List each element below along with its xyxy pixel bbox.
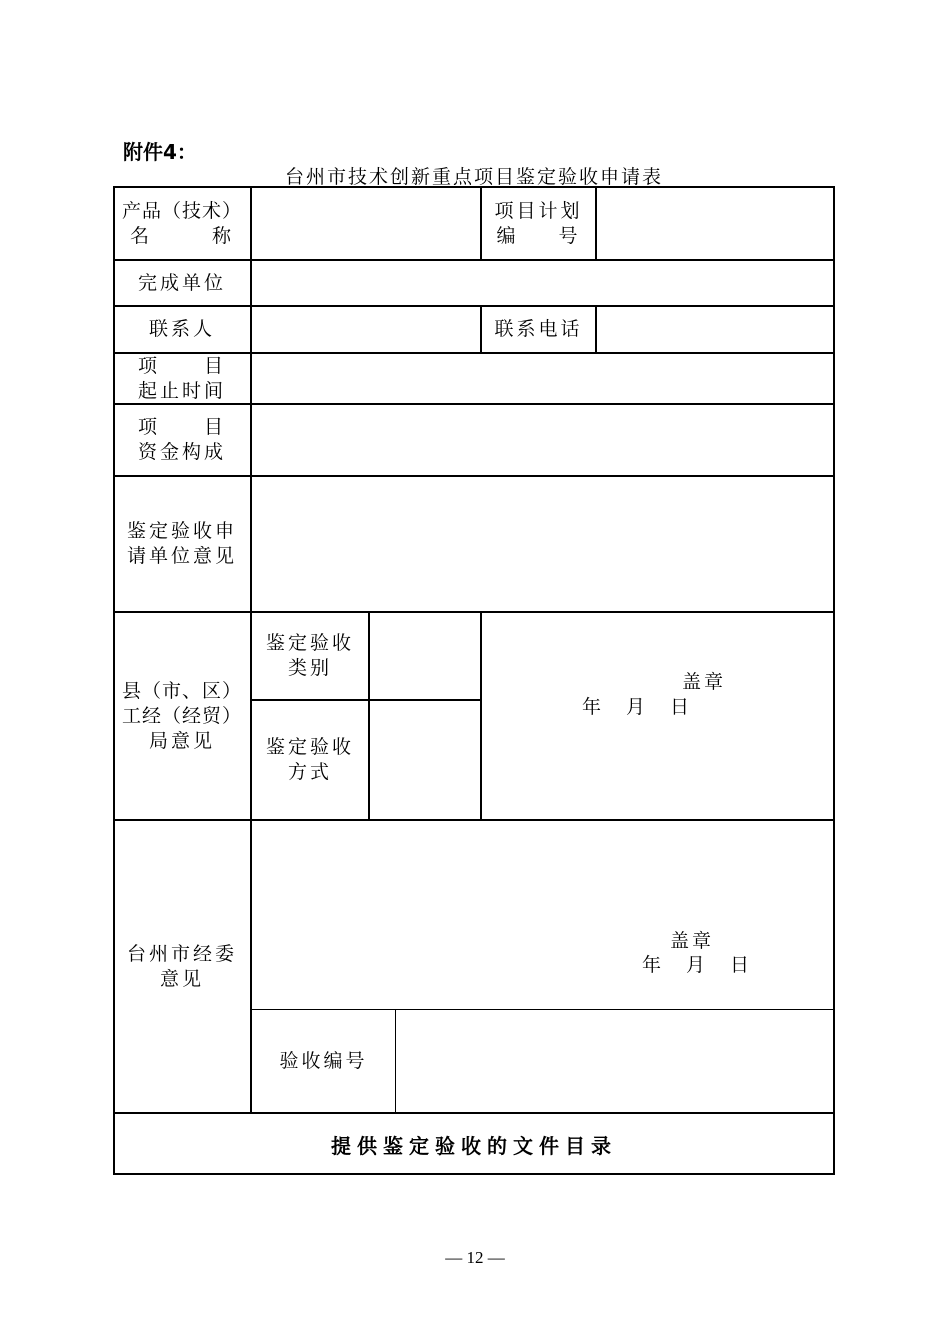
acceptance-method-label-line1: 鉴定验收 [265,736,354,758]
product-name-label-line2 [130,224,234,249]
contact-person-label [115,307,249,352]
acceptance-category-label-line1: 鉴定验收 [265,632,354,654]
product-name-label-char: 称 [211,224,234,247]
project-period-label [115,354,249,403]
contact-phone-label-text: 联系电话 [494,318,583,340]
contact-person-label-text: 联系人 [148,318,215,340]
plan-number-label-char: 号 [558,224,581,247]
acceptance-number-value[interactable] [397,1011,833,1112]
project-funding-label-char: 项 [138,416,161,438]
row-divider [113,1112,835,1114]
table-bottom-border [113,1173,835,1175]
plan-number-value[interactable] [597,188,833,259]
county-opinion-label-line2: 工经（经贸） [121,704,242,727]
project-period-label-char: 目 [203,354,226,377]
acceptance-category-value[interactable] [370,613,480,699]
project-funding-label [115,405,249,475]
acceptance-method-label-line2: 方式 [287,761,332,783]
county-opinion-label-line3: 局意见 [148,729,215,752]
contact-person-value[interactable] [252,307,480,352]
product-name-value[interactable] [252,188,480,259]
applicant-opinion-label [115,477,249,611]
acceptance-number-label-text: 验收编号 [279,1050,368,1072]
row-divider [252,1009,834,1010]
city-seal-label: 盖章 [670,930,715,952]
product-name-label-line1: 产品（技术） [121,199,242,222]
project-period-label-line2: 起止时间 [137,379,226,402]
county-seal-label: 盖章 [682,671,727,693]
completion-unit-value[interactable] [252,261,833,305]
plan-number-label-char: 编 [496,224,519,247]
project-funding-value[interactable] [252,405,833,475]
file-list-title: 提供鉴定验收的文件目录 [331,1134,617,1158]
city-opinion-label-line2: 意见 [159,967,204,990]
county-opinion-label-line1: 县（市、区） [121,679,242,702]
plan-number-label [482,188,595,259]
acceptance-method-value[interactable] [370,701,480,819]
county-opinion-label [115,613,249,819]
acceptance-method-label [252,701,368,819]
completion-unit-label-text: 完成单位 [137,271,226,294]
contact-phone-label [482,307,595,352]
product-name-label [115,188,249,259]
project-funding-label-char: 目 [203,416,226,438]
form-title: 台州市技术创新重点项目鉴定验收申请表 [284,166,663,188]
project-period-label-char: 项 [138,354,161,377]
product-name-label-char: 名 [130,224,153,247]
city-opinion-label-line1: 台州市经委 [126,942,237,965]
applicant-opinion-label-line1: 鉴定验收申 [126,520,237,542]
project-period-value[interactable] [252,354,833,403]
applicant-opinion-label-line2: 请单位意见 [126,545,237,567]
city-date-label: 年 月 日 [642,954,753,976]
acceptance-number-label [252,1011,395,1112]
acceptance-category-label-line2: 类别 [287,657,332,679]
plan-number-label-line2 [497,224,581,249]
project-funding-label-line2: 资金构成 [137,441,226,463]
completion-unit-label [115,261,249,305]
page-number: — 12 — [445,1248,505,1267]
project-funding-label-line1 [138,415,226,440]
county-date-label: 年 月 日 [582,696,693,718]
acceptance-category-label [252,613,368,699]
city-opinion-label [115,821,249,1112]
attachment-label: 附件4： [123,140,197,164]
table-right-border [833,186,835,1174]
project-period-label-line1 [138,354,226,379]
column-divider [480,611,482,820]
column-divider [395,1009,396,1113]
applicant-opinion-value[interactable] [252,477,833,611]
plan-number-label-line1: 项目计划 [494,199,583,222]
contact-phone-value[interactable] [597,307,833,352]
